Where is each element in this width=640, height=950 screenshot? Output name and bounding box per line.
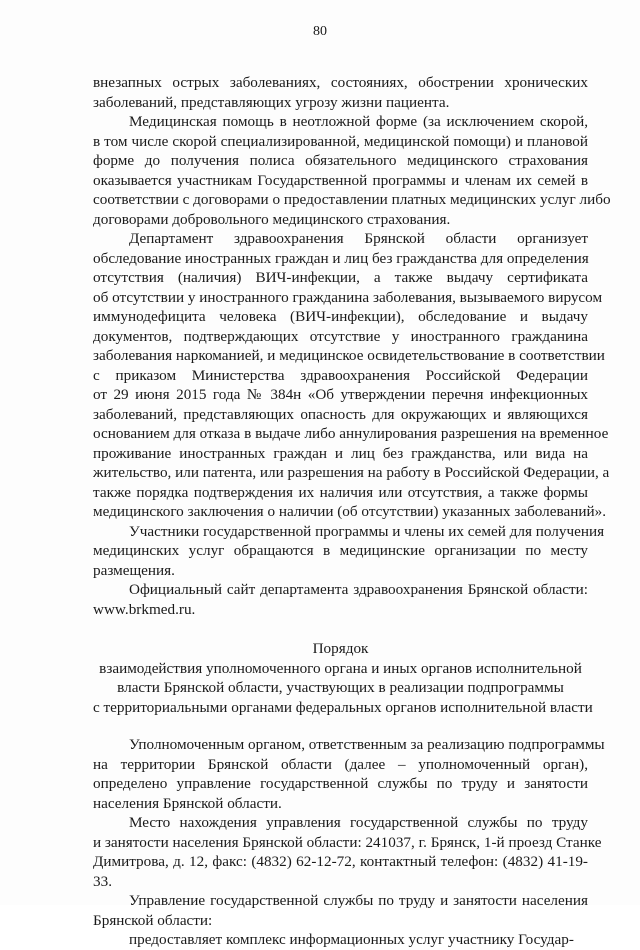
text-line: предоставляет комплекс информационных услуг участнику Государ- [129, 931, 574, 948]
heading-line: с территориальными органами федеральных органов исполнительной власти [93, 698, 593, 716]
paragraph [93, 112, 611, 229]
text-line: оказывается участникам Государственной программы и членам их семей в [93, 171, 588, 189]
text-line: Управление государственной службы по труду и занятости населения [129, 892, 588, 909]
text-line: заболеваний, представляющих угрозу жизни пациента. [93, 93, 450, 111]
heading-line: взаимодействия уполномоченного органа и иных органов исполнительной [99, 659, 582, 677]
text-line: определено управление государственной службы по труду и занятости [93, 775, 588, 792]
text-line: иммунодефицита человека (ВИЧ-инфекции), обследование и выдачу [93, 308, 588, 325]
text-line: документов, подтверждающих отсутствие у иностранного гражданина [93, 327, 588, 345]
text-line: от 29 июня 2015 года № 384н «Об утверждении перечня инфекционных [93, 386, 588, 403]
text-line: и занятости населения Брянской области: 241037, г. Брянск, 1-й проезд Станке [93, 833, 602, 851]
text-line: внезапных острых заболеваниях, состояниях, обострении хронических [93, 74, 588, 91]
heading-title: Порядок [312, 640, 369, 657]
paragraph [93, 891, 588, 930]
paragraph [93, 73, 588, 112]
text-line: населения Брянской области. [93, 794, 282, 812]
text-line: об отсутствии у иностранного гражданина заболевания, вызываемого вирусом [93, 288, 603, 306]
text-line: медицинских услуг обращаются в медицинские организации по месту [93, 542, 588, 559]
text-line: Место нахождения управления государственной службы по труду [129, 814, 588, 831]
section-heading [93, 639, 593, 717]
text-line: Уполномоченным органом, ответственным за реализацию подпрограммы [129, 736, 605, 753]
heading-line: власти Брянской области, участвующих в реализации подпрограммы [117, 679, 564, 696]
text-line: с приказом Министерства здравоохранения Российской Федерации [93, 366, 588, 384]
text-line: Официальный сайт департамента здравоохранения Брянской области: [129, 581, 588, 598]
text-line: на территории Брянской области (далее – уполномоченный орган), [93, 755, 588, 773]
text-line: Медицинская помощь в неотложной форме (за исключением скорой, [129, 113, 588, 130]
text-line: Участники государственной программы и члены их семей для получения [129, 522, 605, 540]
paragraph [93, 580, 588, 619]
text-line: также порядка подтверждения их наличия или отсутствия, а также формы [93, 483, 588, 501]
text-line: заболевания наркоманией, и медицинское освидетельствование в соответствии [93, 347, 605, 364]
text-line: договорами добровольного медицинского страхования. [93, 210, 451, 228]
paragraph [93, 735, 605, 813]
paragraph [93, 522, 605, 581]
text-line: основанием для отказа в выдаче либо аннулирования разрешения на временное [93, 425, 609, 442]
text-line: Брянской области: [93, 911, 213, 929]
document-body [93, 73, 611, 950]
text-line: соответствии с договорами о предоставлении платных медицинских услуг либо [93, 191, 611, 208]
text-line: размещения. [93, 561, 175, 579]
text-line: медицинского заключения о наличии (об отсутствии) указанных заболеваний». [93, 503, 606, 520]
page-number: 80 [313, 24, 327, 39]
text-line: 33. [93, 872, 112, 890]
text-line: жительство, или патента, или разрешения на работу в Российской Федерации, а [93, 464, 610, 481]
text-line: Департамент здравоохранения Брянской области организует [129, 230, 588, 247]
text-line: проживание иностранных граждан и лиц без гражданства, или вида на [93, 444, 588, 462]
text-line: форме до получения полиса обязательного медицинского страхования [93, 152, 588, 169]
text-line: Димитрова, д. 12, факс: (4832) 62-12-72, контактный телефон: (4832) 41-19- [93, 853, 588, 870]
paragraph [93, 813, 602, 891]
text-line: в том числе скорой специализированной, медицинской помощи) и плановой [93, 132, 588, 150]
paragraph [93, 229, 610, 522]
paragraph [93, 930, 588, 950]
text-line: отсутствия (наличия) ВИЧ-инфекции, а также выдачу сертификата [93, 269, 588, 286]
text-line: заболеваний, представляющих опасность для окружающих и являющихся [93, 405, 588, 423]
text-line: обследование иностранных граждан и лиц без гражданства для определения [93, 249, 589, 267]
text-line: www.brkmed.ru. [93, 600, 196, 618]
